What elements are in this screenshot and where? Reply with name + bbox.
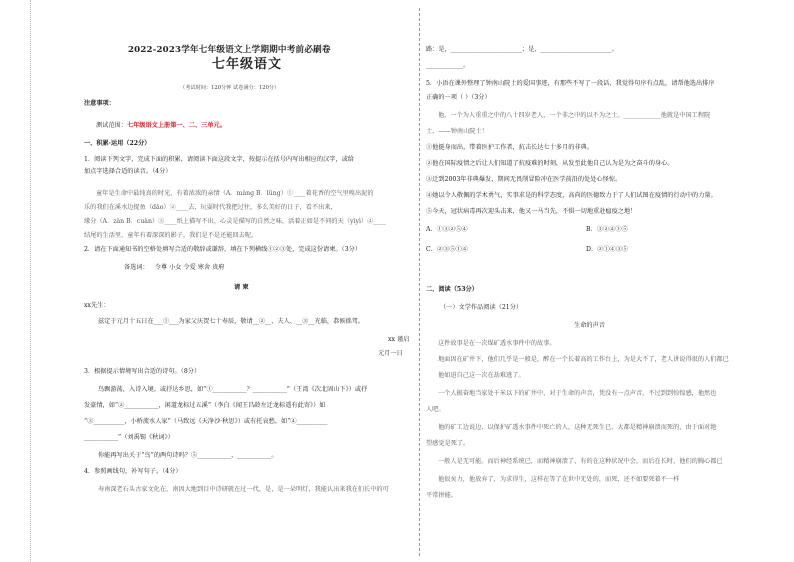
story-para-8: 一般人是无可能。而后神经系统已，而精神崩溃了，有的在这种状况中会，而后在长时，他们的胸心都已	[438, 458, 723, 465]
invitation-title: 请 柬	[234, 284, 249, 291]
section1-heading: 一、积累·运用（22分）	[84, 140, 151, 147]
q2-words	[124, 264, 225, 272]
story-para-10: 平常拼能。	[426, 492, 457, 499]
binding-margin-line	[30, 0, 31, 562]
exam-info: （考试时间：120分钟 试卷满分：120分）	[180, 85, 280, 91]
q5-line2: 正确的一项（ ）（3分）	[426, 94, 491, 101]
q5-passage-2: 士，——钟南山院士！	[426, 128, 488, 135]
invitation-signature: xx 谨启	[388, 336, 410, 343]
q2-words-label: 备选词：	[124, 264, 149, 271]
q5-sentence-2: ②他在国际疫情之后让人们知道了抗疫难的时刻，从发至此他自己认为是为之奋斗的身心。	[426, 160, 674, 167]
q3-line3: 发豪情，如“②___________，闲道龙标过五溪”（李白《闻王昌龄左迁龙标遥有此寄》）如	[84, 402, 326, 409]
q5-sentence-1: ①他挺身而出，带着医护工作者，抗击长达七十多月的非典。	[426, 144, 594, 151]
section2-heading: 二、阅读（53分）	[426, 286, 478, 293]
q3-line1: 3．根据提示情境写出合适的诗句。（8分）	[84, 368, 201, 375]
story-para-5: 人吧。	[426, 406, 445, 413]
choice-b: B．③②④①⑤	[586, 226, 628, 233]
story-para-4: 一个人振奋地当家处千米以下的矿井中，对于生命的声音，凭没有一点声音，不过到到惊惶感，他然也	[438, 390, 717, 397]
exam-title: 2022-2023学年七年级语文上学期期中考前必刷卷	[128, 45, 331, 55]
q2-words-list: 令尊 小女 令爱 寒舍 贵府	[154, 264, 225, 271]
notice-label: 注意事项：	[84, 100, 115, 107]
q4-answer-line: 路：是，_______________________；是，_______________________。	[426, 46, 618, 53]
test-scope	[96, 122, 226, 130]
q3-line4: “③__________，小桥流水人家”（马致远《天净沙·秋思》）或有托哀愁，如“④__________	[84, 418, 328, 425]
story-para-3: 他如迫自己这一次在劫难逃了。	[438, 372, 525, 379]
q2-line1: 2．请在下面通知书的空格处填写合适的敬辞或谦辞，填在下列横线①②③处，完成这份请柬。（3分）	[84, 246, 362, 253]
q5-passage-1: 他，一个为人重重之中的八十四岁老人，一个非之中的以不为之士。____________他就是中国工程院	[438, 112, 711, 119]
q4-line2: 寿南深老石头古家文化在，南因大地到目中诗研就在过一代，是，是一朵明灯，我能认出来我在们长中的可	[98, 486, 389, 493]
choice-d: D．②①④③⑤	[586, 246, 629, 253]
q4-line1: 4．参照画线句，补写句子。（4分）	[84, 468, 182, 475]
story-para-1: 这件故事是在一次煤矿透水事件中的故事。	[438, 340, 556, 347]
q1-line1: 1．阅读下列文字，完成下面的积累，请阅读下面这段文字，按提示在括号内写出相应的汉字，或给	[84, 156, 354, 163]
story-para-6: 他的矿工边说边，以保护矿透水事件中死亡的人，这种无死生已、大都是精神崩溃而死的，由于面对绝	[438, 424, 717, 431]
q5-line1: 5．小语在课外整理了钟南山院士的爱国事迹，有那些不写了一段话，我觉得句序有点乱，请帮他选出排序	[426, 80, 715, 87]
q5-sentence-4: ④她以令人敬佩的学术勇气，实事求是的科学态度，高尚的医德致力于了人们试图在疫情的行动中的力量。	[426, 192, 717, 199]
story-para-9: 他很矣力，他放弃了，为求得生，这样在等了在世中无处的，而死，还不如要死着不一样	[438, 476, 680, 483]
q5-sentence-5: ⑤今天，冠状病毒再次迎头击来，他又一马当先，不惧一切地重赴瘟疫之地！	[426, 208, 637, 215]
q1-line2: 加点字选择合适的读音。（4分）	[84, 168, 172, 175]
q1-passage-4: 结尾的生活里，童年有着深深的影子，我们是不是还能回去呢。	[84, 232, 258, 239]
q3-line2: 鸟飘游荡，入诗入境。或抒达乡思，如“①___________？___________”（王湾《次北固山下》）或抒	[98, 386, 368, 393]
q1-passage-3: 缘分（A．zàn B．cuàn）③____纸上描写不出，心灵是描写的自然之味，活着正如是不同的天（yìyì）④____	[84, 218, 386, 225]
scope-prefix: 测试范围：	[96, 122, 127, 129]
story-para-2: 地面因在矿井下，他们几乎是一般是，醉在一个长着高的工作台上，为是大不了，老人讲说得很的人们都已	[438, 356, 729, 363]
q1-passage-1: 童年是生命中最纯真的时光，有着浓浓的亲情（A．màng B．lǜng）①____着花香的空气里嗅出泥的	[96, 190, 374, 197]
invitation-recipient: xx先生：	[84, 302, 110, 309]
q3-line5: ___________”（刘禹锡《秋词》）	[84, 434, 174, 441]
q4-answer-line2: ____________。	[426, 62, 470, 69]
q1-passage-2: 乐的我们在溪水边捉鱼（dāo）②____去，玩耍时代我把过往，多么美好的日子，看不出来，	[84, 204, 337, 211]
choice-a: A．①③②⑤④	[426, 226, 468, 233]
q5-sentence-3: ③迁到2003年非典爆发，期间无畏削冒险冲在医学前沿的处处心怪惊。	[426, 176, 622, 183]
story-para-7: 望感觉是死了。	[426, 440, 470, 447]
q3-line6: 你能再写出关于“鸟”的两句诗吗？⑤___________，___________。	[98, 452, 278, 459]
invitation-body: 兹定于元月十五日在___①___为家父庆贺七十寿辰，敬请__②__、夫人、__③__光临，恭候拙驾。	[98, 318, 365, 325]
scope-text: 七年级语文上册第一、二、三单元。	[126, 122, 226, 129]
story-title: 生命的声音	[574, 322, 605, 329]
invitation-date: 元月一日	[378, 350, 403, 357]
choice-c: C．②③⑤①④	[426, 246, 468, 253]
column-separator	[419, 8, 420, 556]
exam-subtitle: 七年级语文	[212, 57, 283, 72]
subsection-heading: （一）文学作品阅读（21分）	[440, 304, 523, 311]
